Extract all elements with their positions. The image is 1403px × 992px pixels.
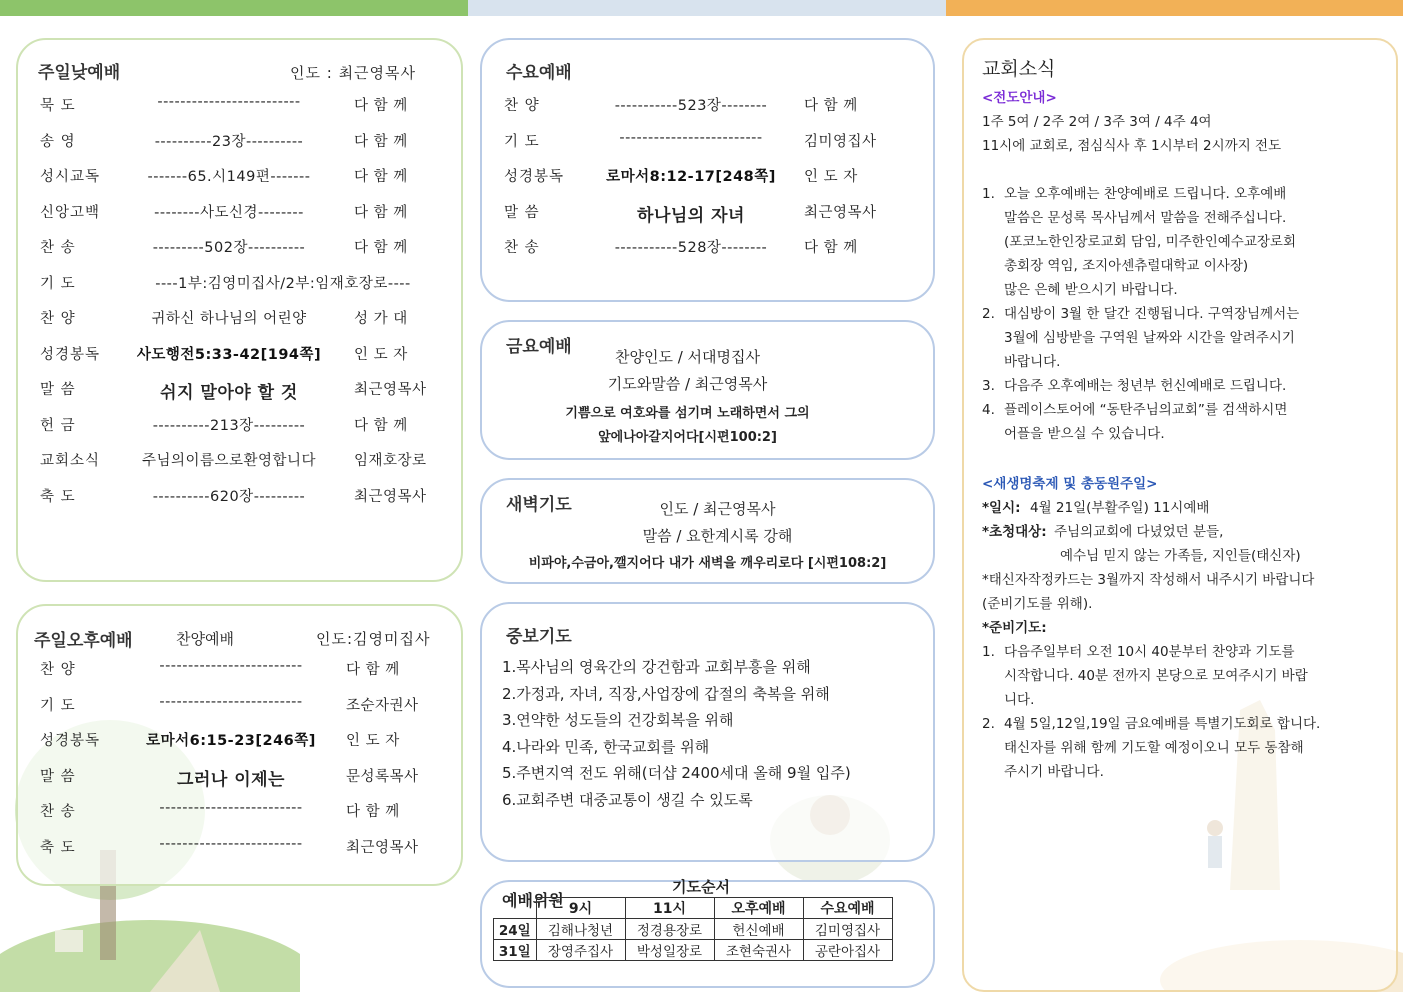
news-item-number: 1.	[982, 186, 995, 202]
sunday-am-panel	[16, 38, 463, 582]
sunday-pm-leader: 인도:김영미집사	[316, 630, 431, 648]
schedule-row	[40, 307, 445, 329]
schedule-row	[40, 449, 445, 471]
row-leader: 조순자권사	[346, 697, 419, 714]
row-label: 축 도	[40, 839, 76, 856]
dawn-line-2: 말씀 / 요한계시록 강해	[642, 527, 793, 545]
row-label: 성경봉독	[504, 169, 565, 185]
schedule-row	[40, 765, 445, 790]
news-line: 11시에 교회로, 점심식사 후 1시부터 2시까지 전도	[982, 138, 1282, 154]
prayer-order-table	[493, 897, 893, 961]
dawn-line-1: 인도 / 최근영목사	[659, 500, 776, 518]
row-label: 성경봉독	[40, 733, 101, 749]
date-label: *일시:	[982, 500, 1021, 516]
sunday-pm-subtitle: 찬양예배	[176, 630, 234, 648]
prayer-cell: 24일	[494, 919, 537, 940]
row-content: -----------528장--------	[614, 240, 768, 256]
row-leader: 다 함 께	[354, 169, 408, 185]
sunday-am-title: 주일낮예배	[38, 63, 121, 83]
prayer-cell: 헌신예배	[714, 919, 803, 940]
row-label: 찬 송	[40, 240, 76, 256]
news-title: 교회소식	[982, 58, 1056, 80]
news-line: 오늘 오후예배는 찬양예배로 드립니다. 오후예배	[1004, 186, 1287, 202]
row-content: 그러나 이제는	[177, 769, 285, 790]
target-value-2: 예수님 믿지 않는 가족들, 지인들(태신자)	[1060, 548, 1301, 564]
table-row	[494, 940, 893, 961]
prayer-cell: 박성일장로	[625, 940, 714, 961]
row-leader: 김미영집사	[804, 133, 877, 150]
dawn-panel	[480, 478, 935, 584]
row-content: 로마서8:12-17[248쪽]	[606, 169, 776, 185]
schedule-row	[40, 729, 445, 751]
intercession-item: 3.연약한 성도들의 건강회복을 위해	[502, 711, 734, 729]
sunday-am-leader: 인도 : 최근영목사	[290, 64, 417, 82]
row-label: 찬 양	[40, 311, 76, 327]
sunday-pm-title: 주일오후예배	[34, 631, 133, 651]
row-leader: 최근영목사	[346, 839, 419, 856]
row-label: 교회소식	[40, 453, 101, 469]
sunday-pm-panel	[16, 604, 463, 886]
schedule-row	[504, 130, 917, 152]
news-line: 많은 은혜 받으시기 바랍니다.	[1004, 282, 1178, 298]
prep-item-number: 2.	[982, 716, 995, 732]
row-label: 찬 양	[504, 98, 540, 114]
row-label: 성시교독	[40, 169, 101, 185]
friday-line-2: 기도와말씀 / 최근영목사	[607, 375, 768, 393]
row-leader: 인 도 자	[804, 169, 858, 185]
intercession-item: 2.가정과, 자녀, 직장,사업장에 갑절의 축복을 위해	[502, 684, 830, 703]
schedule-row	[504, 201, 917, 226]
schedule-row	[40, 94, 445, 116]
news-item-number: 3.	[982, 378, 995, 394]
card-line: *태신자작정카드는 3월까지 작성해서 내주시기 바랍니다	[982, 572, 1315, 588]
friday-line-3: 기쁨으로 여호와를 섬기며 노래하면서 그의	[565, 406, 810, 421]
row-content: -----------523장--------	[614, 98, 768, 114]
news-line: 태신자를 위해 함께 기도할 예정이오니 모두 동참해	[1004, 740, 1304, 756]
schedule-row	[40, 658, 445, 680]
row-label: 찬 송	[40, 804, 76, 820]
row-leader: 최근영목사	[354, 488, 427, 505]
wednesday-title: 수요예배	[506, 63, 572, 83]
date-value: 4월 21일(부활주일) 11시예배	[1030, 500, 1210, 516]
row-leader: 최근영목사	[354, 382, 427, 398]
schedule-row	[504, 165, 917, 187]
row-label: 신앙고백	[40, 204, 101, 221]
news-line: 4월 5일,12일,19일 금요예배를 특별기도회로 합니다.	[1004, 716, 1321, 732]
news-line: 대심방이 3월 한 달간 진행됩니다. 구역장님께서는	[1004, 306, 1300, 322]
news-item-number: 4.	[982, 402, 995, 418]
news-line: 플레이스토어에 “동탄주님의교회”를 검색하시면	[1004, 402, 1288, 418]
prayer-head-2: 11시	[625, 898, 714, 919]
schedule-row	[40, 201, 445, 223]
prayer-head-0	[494, 898, 537, 919]
row-leader: 다 함 께	[354, 240, 408, 256]
prayer-cell: 정경용장로	[625, 919, 714, 940]
prep-label: *준비기도:	[982, 620, 1047, 636]
row-content: -------------------------	[159, 658, 303, 674]
row-leader: 인 도 자	[346, 733, 400, 749]
row-content: -------------------------	[619, 129, 763, 146]
row-content: 귀하신 하나님의 어린양	[151, 311, 307, 327]
intercession-item: 5.주변지역 전도 위해(더샵 2400세대 올해 9월 입주)	[502, 764, 851, 782]
prayer-order-label: 예배위원	[502, 891, 564, 910]
intercession-item: 6.교회주변 대중교통이 생길 수 있도록	[502, 790, 753, 809]
prayer-cell: 김미영집사	[803, 919, 892, 940]
intercession-panel	[480, 602, 935, 862]
row-content: ---------502장----------	[152, 240, 306, 256]
intercession-item: 1.목사님의 영육간의 강건함과 교회부흥을 위해	[502, 658, 811, 676]
row-label: 송 영	[40, 133, 76, 150]
row-content: -------------------------	[159, 835, 303, 852]
row-label: 말 씀	[40, 768, 76, 785]
prayer-order-title: 기도순서	[672, 878, 730, 896]
news-line: 다음주일부터 오전 10시 40분부터 찬양과 기도를	[1004, 644, 1295, 660]
row-content: 쉬지 말아야 할 것	[160, 383, 298, 403]
schedule-row	[40, 130, 445, 152]
news-body	[982, 86, 1367, 786]
news-item-number: 2.	[982, 306, 995, 322]
row-label: 찬 양	[40, 662, 76, 678]
friday-panel	[480, 320, 935, 460]
row-content: -------------------------	[159, 693, 303, 710]
schedule-row	[40, 800, 445, 822]
target-label: *초청대상:	[982, 524, 1047, 540]
row-leader: 다 함 께	[346, 662, 400, 678]
schedule-row	[40, 272, 445, 294]
top-bar-blue	[468, 0, 946, 16]
row-leader: 다 함 께	[804, 98, 858, 114]
row-content: ----------620장---------	[152, 488, 306, 505]
row-label: 성경봉독	[40, 346, 101, 363]
news-line: 어플을 받으실 수 있습니다.	[1004, 426, 1165, 442]
prayer-head-4: 수요예배	[803, 898, 892, 919]
row-label: 말 씀	[40, 382, 76, 398]
row-leader: 다 함 께	[804, 240, 858, 256]
table-row	[494, 919, 893, 940]
row-content: ----------213장---------	[152, 417, 306, 434]
schedule-row	[40, 165, 445, 187]
prayer-cell: 김해나청년	[536, 919, 625, 940]
row-leader: 다 함 께	[354, 417, 408, 434]
row-label: 기 도	[40, 275, 76, 292]
friday-title: 금요예배	[506, 337, 572, 357]
schedule-row	[40, 414, 445, 436]
news-line: 주시기 바랍니다.	[1004, 764, 1104, 780]
wednesday-panel	[480, 38, 935, 302]
evangelism-heading: <전도안내>	[982, 90, 1057, 106]
top-bar-green	[0, 0, 468, 16]
row-content: -------------------------	[159, 800, 303, 816]
row-label: 말 씀	[504, 204, 540, 221]
news-line: 니다.	[1004, 692, 1035, 708]
news-line: 1주 5여 / 2주 2여 / 3주 3여 / 4주 4여	[982, 114, 1212, 130]
news-line: 바랍니다.	[1004, 354, 1061, 370]
prayer-cell: 장영주집사	[536, 940, 625, 961]
prayer-cell: 조현숙권사	[714, 940, 803, 961]
row-label: 헌 금	[40, 417, 76, 434]
schedule-row	[40, 343, 445, 365]
row-leader: 문성록목사	[346, 768, 419, 785]
schedule-row	[40, 485, 445, 507]
prayer-head-1: 9시	[536, 898, 625, 919]
row-content: --------사도신경--------	[154, 204, 304, 221]
row-leader: 다 함 께	[354, 98, 408, 114]
news-line: 총회장 역임, 조지아센츄럴대학교 이사장)	[1004, 258, 1249, 274]
top-bar-orange	[946, 0, 1403, 16]
schedule-row	[40, 836, 445, 858]
card-line: (준비기도를 위해).	[982, 596, 1093, 612]
row-leader: 임재호장로	[354, 453, 427, 469]
news-line: (포코노한인장로교회 담임, 미주한인예수교장로회	[1004, 234, 1297, 250]
row-content: -------------------------	[157, 94, 301, 110]
prayer-cell: 공란아집사	[803, 940, 892, 961]
friday-line-4: 앞에나아갈지어다[시편100:2]	[598, 430, 777, 445]
prep-item-number: 1.	[982, 644, 995, 660]
schedule-row	[504, 94, 917, 116]
event-heading: <새생명축제 및 총동원주일>	[982, 476, 1158, 492]
intercession-item: 4.나라와 민족, 한국교회를 위해	[502, 737, 710, 756]
schedule-row	[40, 378, 445, 403]
row-label: 기 도	[504, 133, 540, 150]
dawn-line-3: 비파야,수금아,깰지어다 내가 새벽을 깨우리로다 [시편108:2]	[528, 556, 887, 571]
news-line: 말씀은 문성록 목사님께서 말씀을 전해주십니다.	[1004, 210, 1287, 226]
row-leader: 다 함 께	[354, 133, 408, 150]
row-leader: 다 함 께	[346, 804, 400, 820]
schedule-row	[40, 694, 445, 716]
friday-line-1: 찬양인도 / 서대명집사	[614, 348, 760, 366]
row-label: 기 도	[40, 697, 76, 714]
row-content: ----1부:김영미집사/2부:임재호장로----	[155, 275, 411, 292]
row-leader: 최근영목사	[804, 204, 877, 221]
row-label: 축 도	[40, 488, 76, 505]
news-line: 3월에 심방받을 구역원 날짜와 시간을 알려주시기	[1004, 330, 1295, 346]
row-content: 사도행전5:33-42[194쪽]	[136, 346, 322, 363]
dawn-title: 새벽기도	[506, 495, 572, 515]
prayer-head-3: 오후예배	[714, 898, 803, 919]
news-line: 시작합니다. 40분 전까지 본당으로 모여주시기 바랍	[1004, 668, 1308, 684]
row-content: 주님의이름으로환영합니다	[141, 453, 317, 469]
row-content: -------65.시149편-------	[147, 169, 311, 185]
prayer-cell: 31일	[494, 940, 537, 961]
row-content: 하나님의 자녀	[637, 205, 745, 226]
row-label: 찬 송	[504, 240, 540, 256]
row-leader: 성 가 대	[354, 311, 408, 327]
row-label: 묵 도	[40, 98, 76, 114]
schedule-row	[40, 236, 445, 258]
schedule-row	[504, 236, 917, 258]
intercession-title: 중보기도	[506, 627, 572, 647]
target-value: 주님의교회에 다녔었던 분들,	[1054, 524, 1224, 540]
news-line: 다음주 오후예배는 청년부 헌신예배로 드립니다.	[1004, 378, 1287, 394]
row-leader: 다 함 께	[354, 204, 408, 221]
row-content: ----------23장----------	[154, 133, 304, 150]
row-content: 로마서6:15-23[246쪽]	[146, 733, 316, 749]
row-leader: 인 도 자	[354, 346, 408, 363]
